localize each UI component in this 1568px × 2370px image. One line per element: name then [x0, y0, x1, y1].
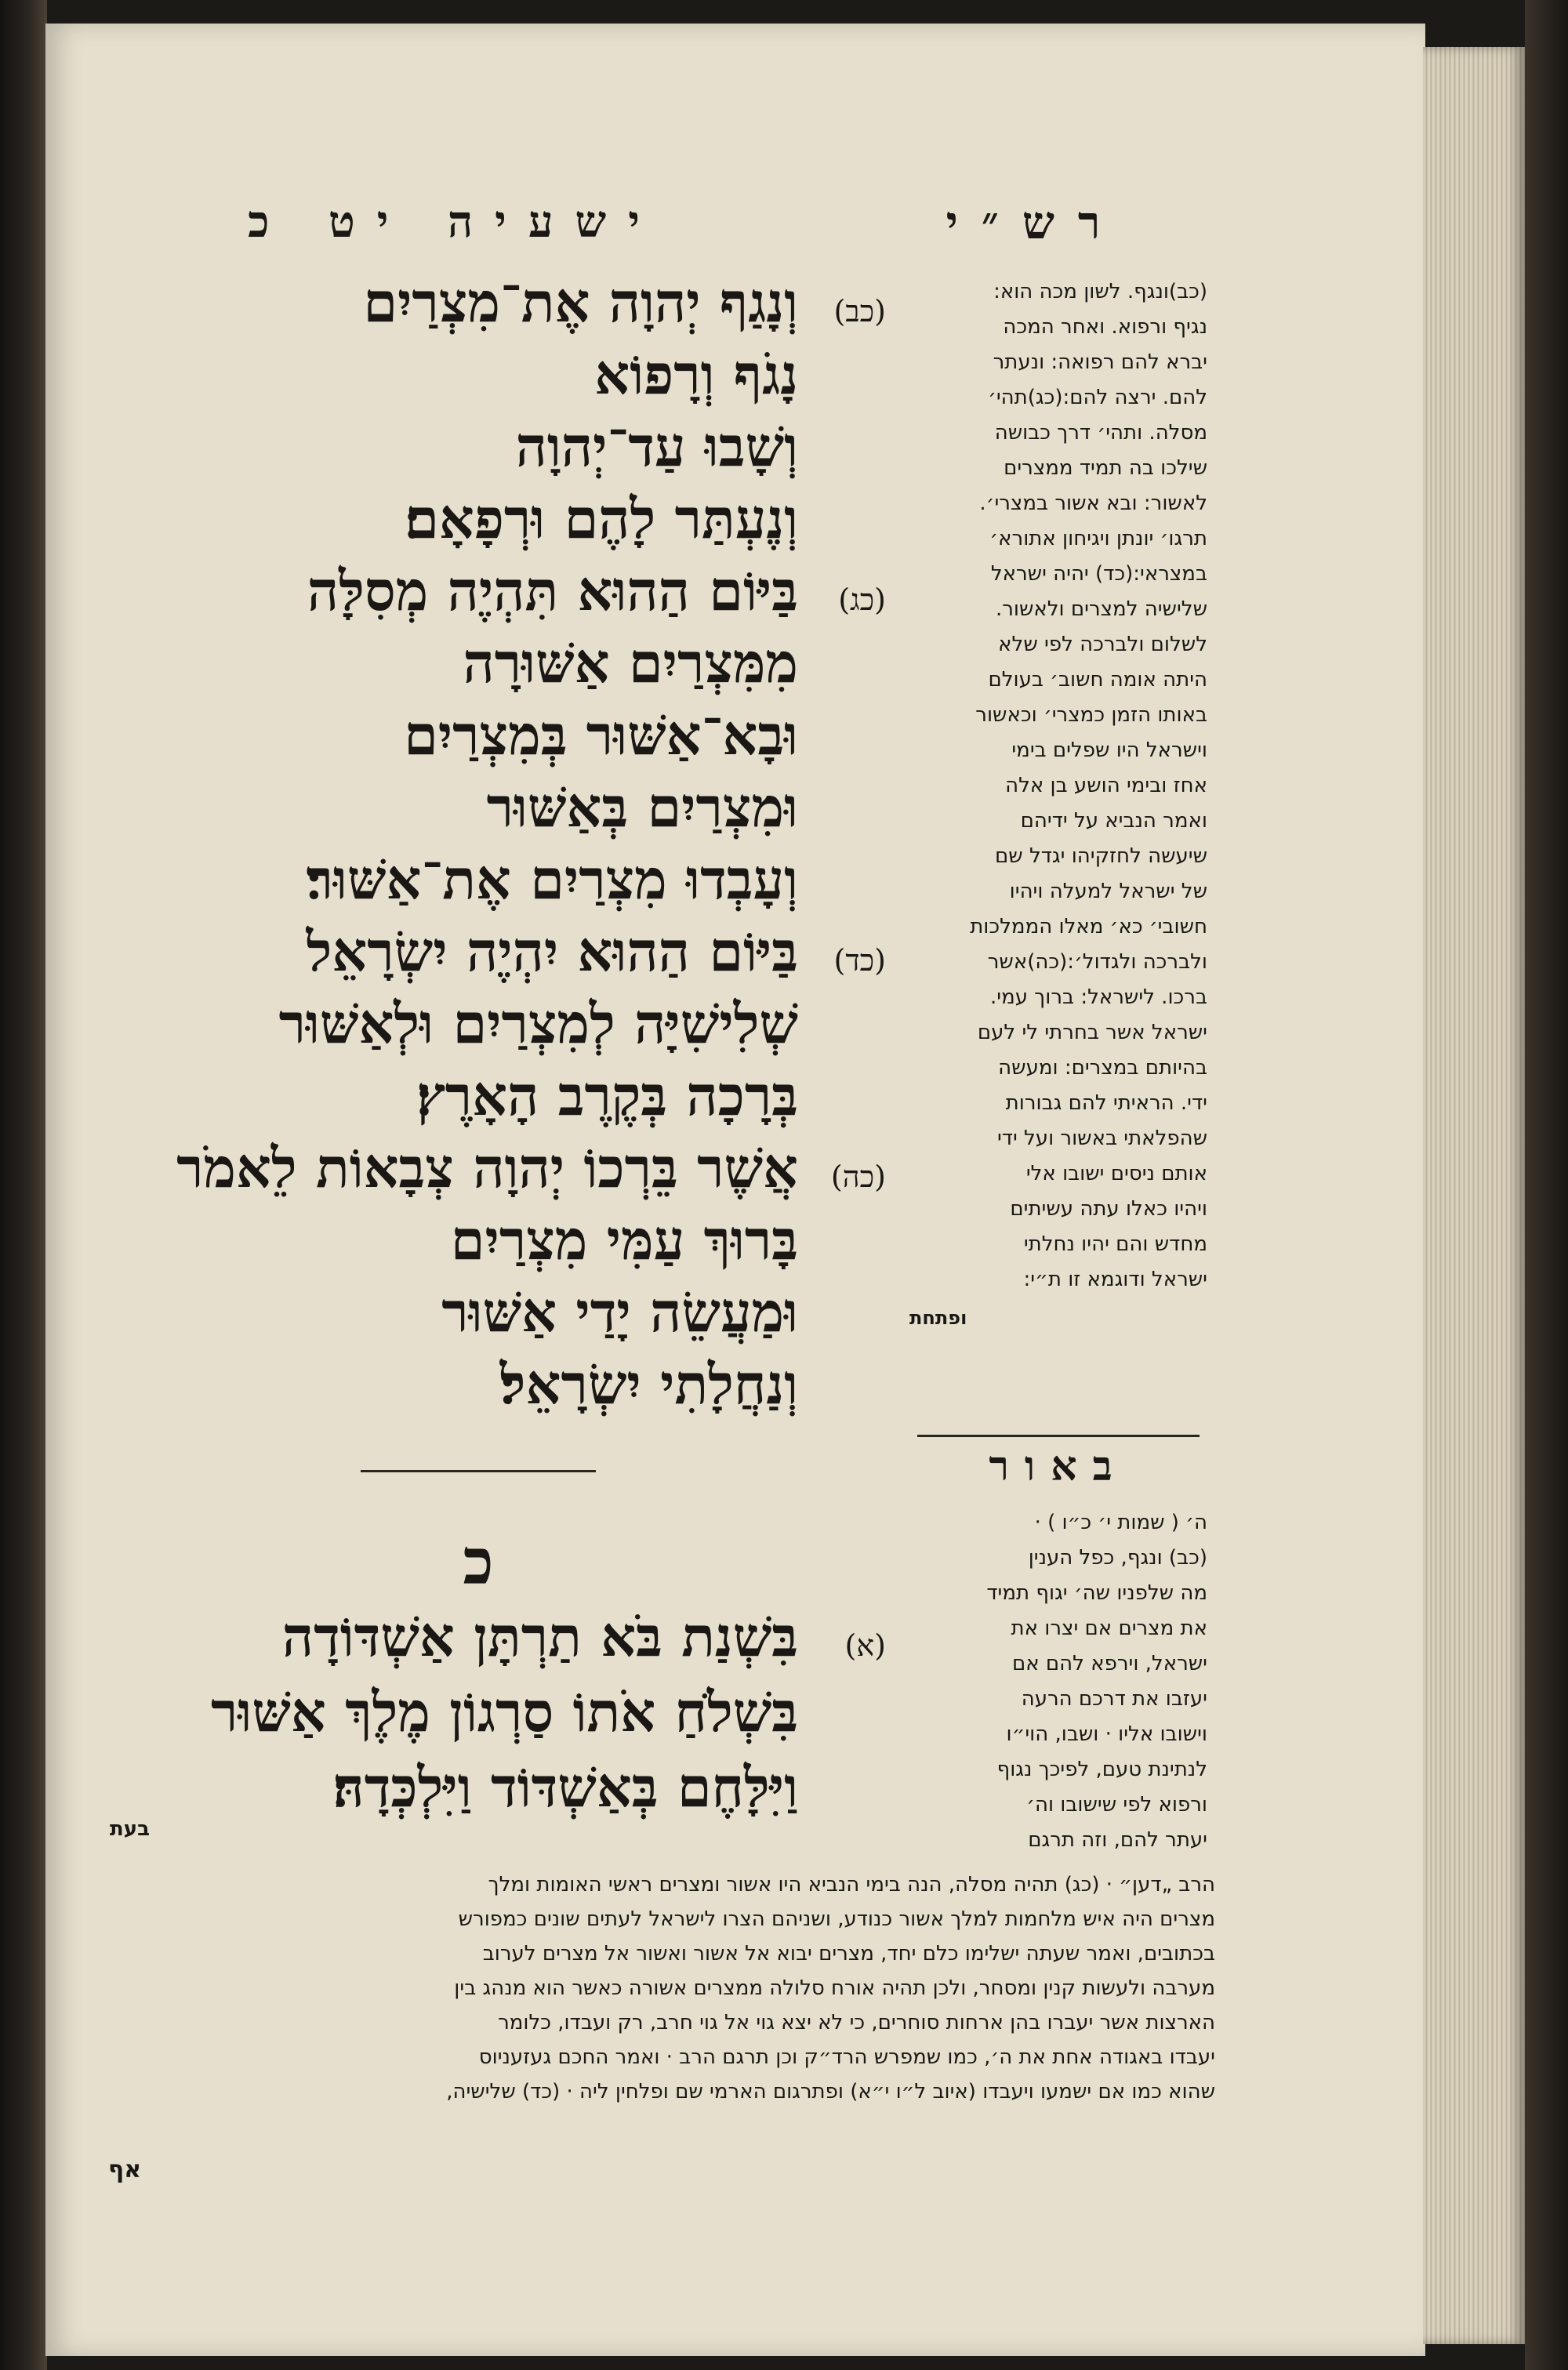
bottom-commentary	[98, 1867, 1215, 2109]
rashi-line: תרגו׳ יונתן ויגיחון אתורא׳	[989, 527, 1207, 550]
page-edges	[1423, 47, 1525, 2344]
verse-text: וְנַחֲלָתִי יִשְׂרָאֵל׃	[499, 1352, 798, 1417]
rashi-line: שהפלאתי באשור ועל ידי	[996, 1127, 1207, 1150]
rashi-line: לשלום ולברכה לפי שלא	[998, 633, 1207, 656]
biur-line: ישראל, וירפא להם אם	[1012, 1652, 1207, 1675]
verse-text: מִמִּצְרַיִם אַשּׁוּרָה	[463, 630, 798, 695]
rashi-line: יברא להם רפואה: ונעתר	[993, 350, 1207, 374]
biur-line: יעתר להם, וזה תרגם	[1028, 1828, 1207, 1852]
main-catchword: בעת	[110, 1817, 150, 1841]
biur-line: ה׳ ( שמות י׳ כ״ו ) ·	[1034, 1511, 1207, 1534]
verse-text: נָגֹף וְרָפוֹא	[594, 342, 798, 407]
bottom-commentary-line: מצרים היה איש מלחמות למלך אשור כנודע, ושניהם הצרו לישראל לעתים שונים כמפורש	[458, 1907, 1215, 1931]
rashi-line: שילכו בה תמיד ממצרים	[1004, 456, 1207, 480]
verse-number: (כב)	[833, 294, 886, 328]
verse-line	[71, 1204, 886, 1276]
rashi-line: של ישראל למעלה ויהיו	[1009, 880, 1207, 903]
biur-line: לנתינת טעם, לפיכך נגוף	[996, 1758, 1207, 1781]
rashi-line: וישראל היו שפלים בימי	[1011, 739, 1207, 762]
rashi-line: חשובי׳ כא׳ מאלו הממלכות	[970, 915, 1207, 938]
book-cover-right	[1525, 0, 1568, 2370]
signature-mark: אף	[108, 2156, 142, 2183]
chapter-20-verses	[94, 1599, 886, 1825]
bottom-commentary-line: הרב „דען״ · (כג) תהיה מסלה, הנה בימי הנביא היו אשור ומצרים ראשי האומות ומלך	[488, 1873, 1215, 1896]
verse-text: וְנָגַף יְהוָה אֶת־מִצְרַיִם	[363, 270, 798, 335]
verse-line	[71, 555, 886, 627]
verse-line	[71, 267, 886, 339]
rashi-catchword: ופתחת	[909, 1307, 967, 1329]
rashi-line: בהיותם במצרים: ומעשה	[998, 1056, 1207, 1080]
verse-text: וַיִּלָּחֶם בְּאַשְׁדּוֹד וַיִּלְכְּדָהּ׃	[332, 1755, 798, 1820]
rashi-commentary	[909, 274, 1207, 1336]
rashi-line: (כב)ונגף. לשון מכה הוא:	[993, 280, 1207, 303]
verse-line	[71, 771, 886, 844]
verse-text: בַּיּוֹם הַהוּא תִּהְיֶה מְסִלָּה	[307, 558, 798, 623]
verse-text: וּבָא־אַשּׁוּר בְּמִצְרַיִם	[404, 702, 798, 768]
rashi-line: ישראל אשר בחרתי לי לעם	[977, 1021, 1207, 1044]
verse-line	[71, 1348, 886, 1421]
verse-line	[71, 627, 886, 699]
verse-number: (כג)	[838, 583, 886, 617]
verse-line	[71, 699, 886, 771]
verse-line	[94, 1675, 886, 1750]
verse-text: וּמַעֲשֵׂה יָדַי אַשּׁוּר	[441, 1279, 798, 1345]
bottom-commentary-line: מערבה ולעשות קנין ומסחר, ולכן תהיה אורח סלולה ממצרים אשורה כאשר הוא מנהג בין	[454, 1976, 1215, 2000]
verse-line	[71, 916, 886, 988]
verse-line	[71, 483, 886, 555]
biur-title: באור	[989, 1443, 1128, 1490]
rashi-line: שיעשה לחזקיהו יגדל שם	[995, 844, 1207, 868]
biur-line: (כב) ונגף, כפל הענין	[1028, 1546, 1207, 1570]
verse-line	[94, 1750, 886, 1825]
book-binding-left	[0, 0, 47, 2370]
verse-line	[71, 411, 886, 483]
chapter-number: כ	[463, 1525, 494, 1599]
verse-text: וְשָׁבוּ עַד־יְהוָה	[515, 414, 798, 479]
biur-line: ורפוא לפי שישובו וה׳	[1026, 1793, 1207, 1817]
verse-text: בְּרָכָה בְּקֶרֶב הָאָרֶץ׃	[416, 1063, 798, 1128]
rashi-line: היתה אומה חשוב׳ בעולם	[988, 668, 1207, 691]
biur-line: מה שלפניו שה׳ יגוף תמיד	[986, 1581, 1207, 1605]
biur-line: יעזבו את דרכם הרעה	[1021, 1687, 1207, 1711]
bottom-commentary-line: בכתובים, ואמר שעתה ישלימו כלם יחד, מצרים יבוא אל אשור ואשור אל מצרים לערוב	[482, 1942, 1215, 1965]
verse-line	[71, 988, 886, 1060]
verse-text: וְנֶעְתַּר לָהֶם וּרְפָאָם׃	[405, 486, 798, 551]
verse-line	[94, 1599, 886, 1675]
biur-line: וישובו אליו · ושבו, הוי״ו	[1006, 1722, 1207, 1746]
verse-line	[71, 339, 886, 411]
biur-commentary	[909, 1505, 1207, 1858]
rashi-line: ברכו. לישראל: ברוך עמי.	[990, 985, 1207, 1009]
rashi-line: מסלה. ותהי׳ דרך כבושה	[994, 421, 1207, 445]
main-text-column	[71, 267, 886, 1421]
verse-number: (כד)	[833, 943, 886, 978]
bottom-commentary-line: הארצות אשר יעברו בהן ארחות סוחרים, כי לא יצא גוי אל גוי חרב, רק ועבדו, כלומר	[498, 2011, 1215, 2034]
divider-rashi	[917, 1435, 1200, 1437]
rashi-line: ולברכה ולגדול׳:(כה)אשר	[987, 950, 1207, 974]
bottom-commentary-line: יעבדו באגודה אחת את ה׳, כמו שמפרש הרד״ק וכן תרגם הרב · ואמר החכם געזעניוס	[478, 2045, 1215, 2069]
rashi-line: ישראל ודוגמא זו ת״י:	[1023, 1268, 1207, 1291]
verse-text: וְעָבְדוּ מִצְרַיִם אֶת־אַשּׁוּר׃	[306, 847, 798, 912]
verse-text: בָּרוּךְ עַמִּי מִצְרַיִם	[450, 1207, 798, 1272]
rashi-line: במצראי:(כד) יהיה ישראל	[990, 562, 1207, 586]
rashi-line: אחז ובימי הושע בן אלה	[1005, 774, 1207, 797]
rashi-line: ויהיו כאלו עתה עשיתים	[1010, 1197, 1207, 1221]
verse-number: (כה)	[830, 1160, 886, 1194]
verse-text: בִּשְׁנַת בֹּא תַרְתָּן אַשְׁדּוֹדָה	[281, 1604, 798, 1669]
verse-text: בִּשְׁלֹחַ אֹתוֹ סַרְגוֹן מֶלֶךְ אַשּׁוּר	[211, 1679, 798, 1744]
rashi-line: ידי. הראיתי להם גבורות	[1005, 1091, 1207, 1115]
divider-main	[361, 1470, 596, 1472]
verse-line	[71, 1060, 886, 1132]
rashi-line: שלישיה למצרים ולאשור.	[995, 597, 1207, 621]
running-header-rashi: רש״י	[946, 196, 1124, 249]
rashi-line: נגיף ורפוא. ואחר המכה	[1003, 315, 1207, 339]
biur-line: את מצרים אם יצרו את	[1011, 1617, 1207, 1640]
rashi-line: ואמר הנביא על ידיהם	[1020, 809, 1207, 833]
running-header-main: ישעיה יט כ	[248, 196, 662, 248]
verse-text: וּמִצְרַיִם בְּאַשּׁוּר	[486, 775, 798, 840]
rashi-line: לאשור: ובא אשור במצרי׳.	[979, 492, 1207, 515]
bottom-commentary-line: שהוא כמו אם ישמעו ויעבדו (איוב ל״ו י״א) ופתרגום הארמי שם ופלחין ליה · (כד) שלישיה,	[446, 2080, 1215, 2103]
rashi-line: מחדש והם יהיו נחלתי	[1023, 1232, 1207, 1256]
verse-line	[71, 1276, 886, 1348]
rashi-line: אותם ניסים ישובו אלי	[1025, 1162, 1207, 1185]
rashi-line: להם. ירצה להם:(כג)תהי׳	[988, 386, 1207, 409]
verse-text: אֲשֶׁר בֵּרְכוֹ יְהוָה צְבָאוֹת לֵאמֹר	[176, 1135, 798, 1200]
verse-number: (א)	[844, 1628, 886, 1663]
rashi-line: באותו הזמן כמצרי׳ וכאשור	[975, 703, 1207, 727]
verse-line	[71, 1132, 886, 1204]
verse-line	[71, 844, 886, 916]
verse-text: שְׁלִישִׁיָּה לְמִצְרַיִם וּלְאַשּׁוּר	[278, 991, 798, 1056]
verse-text: בַּיּוֹם הַהוּא יִהְיֶה יִשְׂרָאֵל	[306, 919, 798, 984]
